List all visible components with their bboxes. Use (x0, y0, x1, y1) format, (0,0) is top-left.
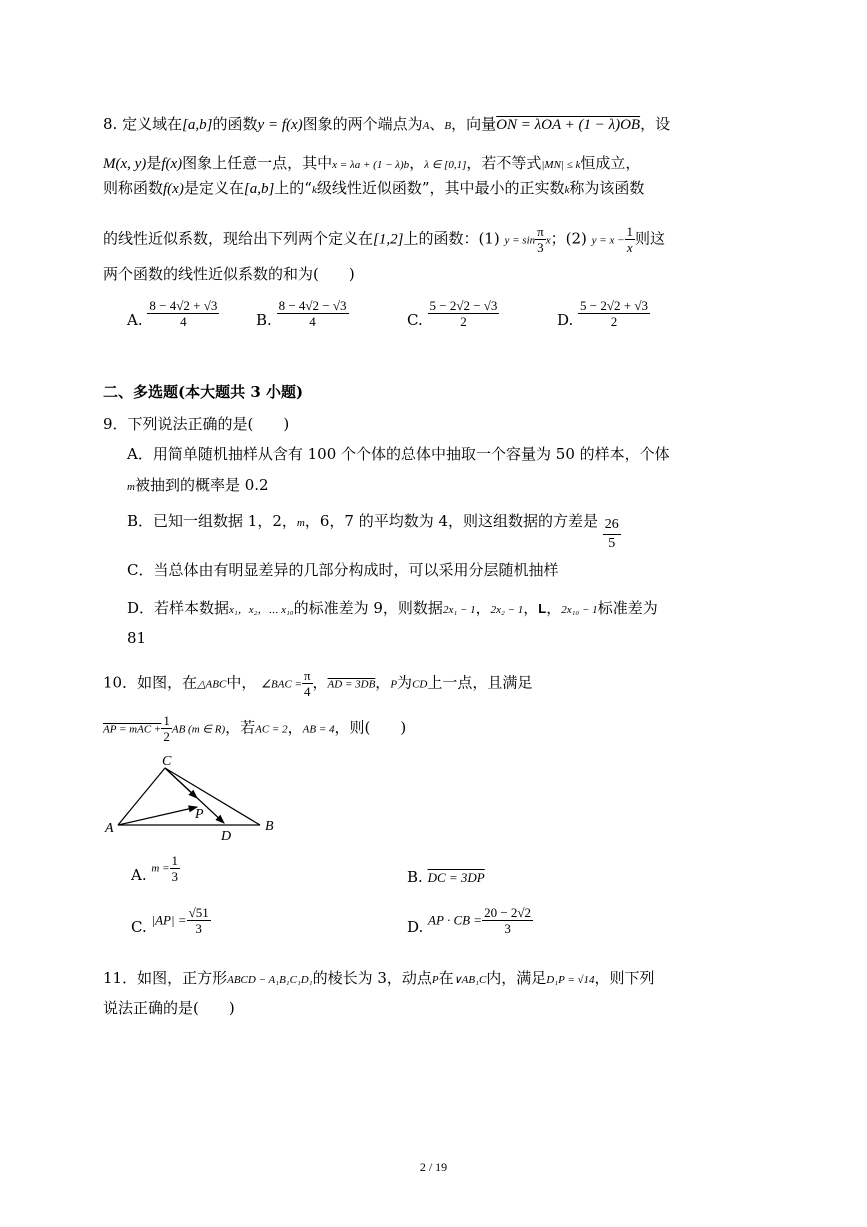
q11-line-2: 说法正确的是( ) (103, 999, 235, 1017)
q8-f2-fraction: $\frac{1}{x}$ (626, 224, 634, 255)
q9-stem: 9．下列说法正确的是( ) (103, 415, 290, 433)
vector-cp (165, 768, 197, 798)
q8-line-2: M(x, y)是f(x)图象上任意一点，其中x = λa + (1 − λ)b，λ ∈ [0,1]，若不等式|MN| ≤ k恒成立， (103, 154, 641, 172)
q8-line-1: 8. 定义域在[a,b]的函数y = f(x)图象的两个端点为A、B，向量ON = λOA + (1 − λ)OB，设 (103, 115, 671, 133)
q10-option-c[interactable]: C. |AP| = $\frac{√51}{3}$ (131, 905, 209, 936)
q8-option-a[interactable]: A. $\frac{8 - 4√2 + √3}{4}$ (127, 298, 218, 329)
q10-triangle-figure (100, 755, 290, 845)
q8-function: y = f(x) (257, 117, 303, 133)
label-b: B (265, 819, 274, 834)
q11-line-1: 11．如图，正方形ABCD − A₁B₁C₁D₁的棱长为 3，动点P在∨AB₁C内，满足D₁P = √14，则下列 (103, 969, 655, 987)
label-c: C (162, 755, 172, 769)
label-d: D (221, 829, 232, 844)
q9-option-d-line-2: 81 (127, 629, 147, 647)
q8-line-5: 两个函数的线性近似系数的和为( ) (103, 265, 355, 283)
q10-option-d[interactable]: D. AP · CB = $\frac{20 - 2√2}{3}$ (407, 905, 532, 936)
page-number: 2 / 19 (419, 1160, 448, 1174)
q8-option-b[interactable]: B. $\frac{8 - 4√2 - √3}{4}$ (256, 298, 347, 329)
q9-option-b[interactable]: B．已知一组数据 1，2，m，6，7 的平均数为 4，则这组数据的方差是 $\frac{26}{5}$ (127, 512, 619, 551)
q10-option-a[interactable]: A. m = $\frac{1}{3}$ (131, 853, 179, 884)
label-a: A (105, 821, 114, 836)
q10-option-b[interactable]: B. DC = 3DP (407, 868, 485, 886)
q9-option-d-line-1[interactable]: D．若样本数据x₁，x₂，⋯ x₁₀的标准差为 9，则数据2x₁ − 1，2x₂ − 1，L，2x₁₀ − 1标准差为 (127, 599, 658, 617)
q8-vector-expression: ON = λOA + (1 − λ)OB (496, 117, 641, 133)
q8-f1-fraction: $\frac{\pi}{3}$ (537, 224, 544, 255)
side-cb (165, 768, 260, 825)
q9-option-c[interactable]: C．当总体由有明显差异的几部分构成时，可以采用分层随机抽样 (127, 561, 559, 579)
q8-interval: [a,b] (182, 117, 213, 133)
q9-option-a-line-1[interactable]: A．用简单随机抽样从含有 100 个个体的总体中抽取一个容量为 50 的样本，个体 (127, 445, 670, 463)
q8-option-c[interactable]: C. $\frac{5 - 2√2 - √3}{2}$ (407, 298, 498, 329)
q8-option-d[interactable]: D. $\frac{5 - 2√2 + √3}{2}$ (557, 298, 648, 329)
q9-b-fraction: $\frac{26}{5}$ (604, 517, 619, 551)
q10-line-1: 10．如图，在△ABC中， ∠BAC = $\frac{\pi}{4}$ ，AD = 3DB，P为CD上一点，且满足 (103, 668, 533, 699)
label-p: P (195, 807, 204, 822)
section-title: 二、多选题(本大题共 3 小题) (103, 383, 304, 401)
q10-line-2: AP = mAC + $\frac{1}{2}$ AB (m ∈ R)，若AC = 2，AB = 4，则( ) (103, 713, 407, 744)
q9-option-a-line-2: m被抽到的概率是 0.2 (127, 476, 269, 494)
q8-line-4: 的线性近似系数，现给出下列两个定义在[1,2]上的函数：(1) y = sin $\frac{\pi}{3}$ x；(2) y = x − $\frac{1}{x}$ 则这 (103, 224, 666, 255)
q8-line-3: 则称函数f(x)是定义在[a,b]上的“k级线性近似函数”，其中最小的正实数k称为该函数 (103, 179, 645, 197)
